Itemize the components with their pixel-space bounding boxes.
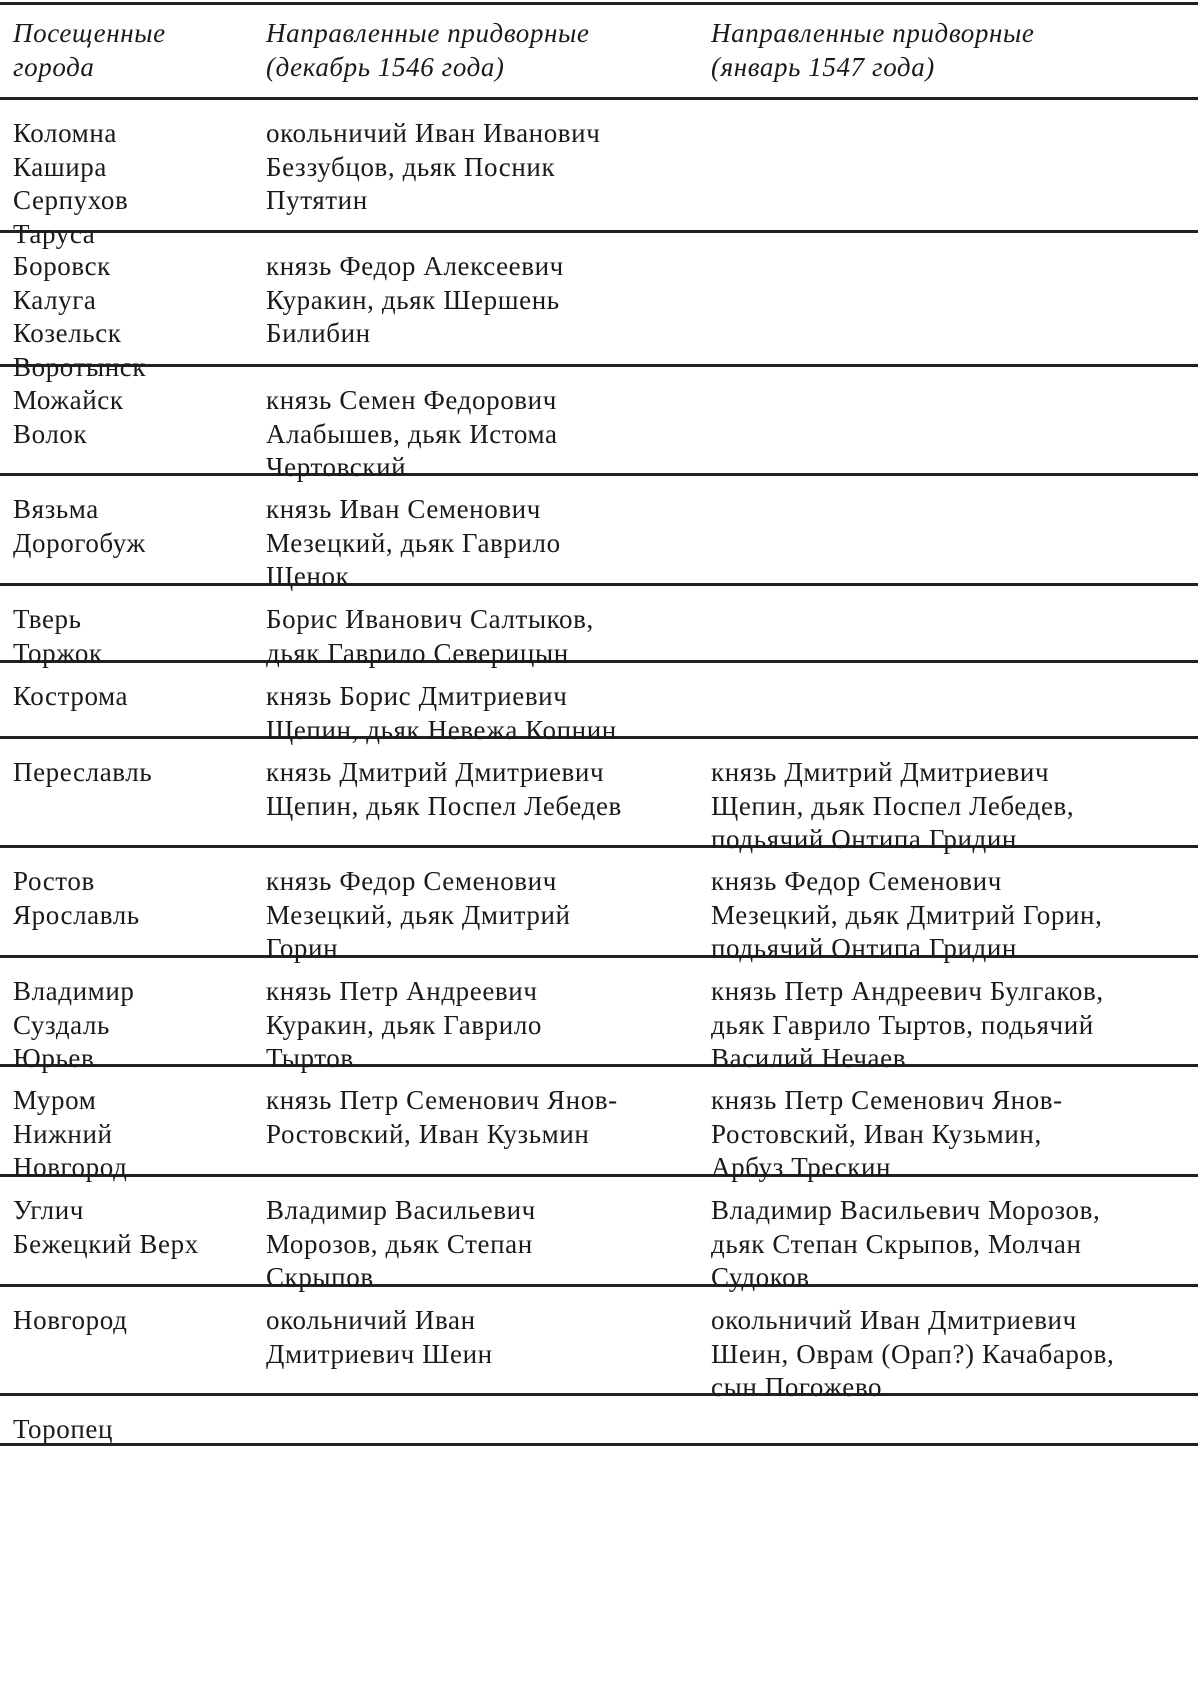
city-cell <box>0 1287 253 1338</box>
header-line: Направленные придворные <box>266 18 590 48</box>
dec1546-cell <box>253 663 698 747</box>
cell-line: князь Федор Семенович <box>266 866 557 896</box>
dec1546-cell <box>253 1287 698 1371</box>
cell-line: князь Дмитрий Дмитриевич <box>266 757 605 787</box>
dec1546-cell <box>253 233 698 351</box>
cell-line: Юрьев <box>13 1043 95 1073</box>
cell-line: князь Семен Федорович <box>266 385 557 415</box>
cell-line: князь Петр Семенович Янов- <box>266 1085 618 1115</box>
cell-line: Шеин, Оврам (Орап?) Качабаров, <box>711 1338 1115 1369</box>
cell-line: дьяк Степан Скрыпов, Молчан <box>711 1228 1082 1259</box>
cell-line: Вязьма <box>13 494 99 524</box>
jan1547-cell <box>698 1287 1198 1405</box>
table-row <box>0 739 1198 854</box>
cell-line: Воротынск <box>13 351 147 382</box>
cell-line: Боровск <box>13 251 111 281</box>
cell-line: Коломна <box>13 118 117 148</box>
cell-line: Калуга <box>13 284 97 315</box>
cell-line: Торжок <box>13 637 103 668</box>
table-row <box>0 476 1198 591</box>
city-cell <box>0 1067 253 1185</box>
cell-line: подьячий Онтипа Гридин <box>711 933 1017 963</box>
city-cell <box>0 233 253 384</box>
cell-line: Можайск <box>13 385 124 415</box>
city-cell <box>0 663 253 714</box>
cell-line: Волок <box>13 418 88 449</box>
city-cell <box>0 1177 253 1261</box>
table-row <box>0 1287 1198 1402</box>
cell-line: Бежецкий Верх <box>13 1228 199 1259</box>
city-cell <box>0 100 253 251</box>
table-row <box>0 663 1198 745</box>
cell-line: Куракин, дьяк Шершень <box>266 284 560 315</box>
table-row <box>0 100 1198 249</box>
header-line: города <box>13 51 95 82</box>
table-row <box>0 367 1198 482</box>
cell-line: Переславль <box>13 757 153 787</box>
cell-line: подьячий Онтипа Гридин <box>711 824 1017 854</box>
jan1547-cell <box>698 848 1198 966</box>
cell-line: Владимир <box>13 976 135 1006</box>
table-row <box>0 1177 1198 1292</box>
jan1547-cell <box>698 1396 1198 1413</box>
cell-line: Арбуз Трескин <box>711 1152 892 1182</box>
cell-line: Ростовский, Иван Кузьмин <box>266 1118 590 1149</box>
cell-line: Дорогобуж <box>13 527 146 558</box>
cell-line: князь Федор Алексеевич <box>266 251 564 281</box>
cell-line: Беззубцов, дьяк Посник <box>266 151 556 182</box>
cell-line: Муром <box>13 1085 97 1115</box>
cell-line: Щепин, дьяк Поспел Лебедев, <box>711 790 1075 821</box>
table-header <box>0 5 1198 97</box>
jan1547-cell <box>698 233 1198 250</box>
cell-line: окольничий Иван Дмитриевич <box>711 1305 1077 1335</box>
cell-line: окольничий Иван <box>266 1305 476 1335</box>
dec1546-cell <box>253 848 698 966</box>
cell-line: Путятин <box>266 185 368 215</box>
dec1546-cell <box>253 739 698 823</box>
cell-line: Ростов <box>13 866 95 896</box>
city-cell <box>0 476 253 560</box>
cell-line: Владимир Васильевич Морозов, <box>711 1195 1101 1225</box>
cell-line: Владимир Васильевич <box>266 1195 536 1225</box>
city-cell <box>0 739 253 790</box>
cell-line: Алабышев, дьяк Истома <box>266 418 558 449</box>
cell-line: князь Петр Андреевич Булгаков, <box>711 976 1104 1006</box>
cell-line: Скрыпов <box>266 1262 374 1292</box>
cell-line: Нижний <box>13 1118 113 1149</box>
header-line: Посещенные <box>13 18 166 48</box>
city-cell <box>0 367 253 451</box>
cell-line: сын Погожево <box>711 1372 883 1402</box>
jan1547-cell <box>698 1067 1198 1185</box>
cell-line: Щенок <box>266 561 350 591</box>
header-line: (январь 1547 года) <box>711 51 935 82</box>
cell-line: Серпухов <box>13 185 129 215</box>
table-row <box>0 958 1198 1073</box>
dec1546-cell <box>253 1067 698 1151</box>
cell-line: Куракин, дьяк Гаврило <box>266 1009 543 1040</box>
cell-line: Торопец <box>13 1414 114 1444</box>
cell-line: Чертовский <box>266 452 407 482</box>
cell-line: Новгород <box>13 1305 128 1335</box>
cell-line: Щепин, дьяк Поспел Лебедев <box>266 790 622 821</box>
cell-line: Билибин <box>266 318 371 348</box>
cell-line: Тыртов <box>266 1043 354 1073</box>
cell-line: князь Дмитрий Дмитриевич <box>711 757 1050 787</box>
header-line: (декабрь 1546 года) <box>266 51 505 82</box>
dec1546-cell <box>253 367 698 485</box>
cell-line: Судоков <box>711 1262 810 1292</box>
dec1546-cell <box>253 100 698 218</box>
cell-line: Суздаль <box>13 1009 110 1040</box>
city-cell <box>0 586 253 670</box>
table-row <box>0 586 1198 668</box>
cell-line: Ярославль <box>13 899 140 930</box>
header-dec1546 <box>253 17 698 84</box>
cell-line: князь Федор Семенович <box>711 866 1002 896</box>
table-row <box>0 1396 1198 1443</box>
dec1546-cell <box>253 1396 698 1413</box>
cell-line: князь Петр Андреевич <box>266 976 538 1006</box>
table-row <box>0 1067 1198 1182</box>
cell-line: князь Борис Дмитриевич <box>266 681 568 711</box>
city-cell <box>0 848 253 932</box>
cell-line: Тверь <box>13 604 82 634</box>
cell-line: князь Иван Семенович <box>266 494 541 524</box>
cell-line: Новгород <box>13 1152 128 1182</box>
table-body <box>0 100 1198 1446</box>
jan1547-cell <box>698 1177 1198 1295</box>
cell-line: Василий Нечаев <box>711 1043 907 1073</box>
cell-line: Дмитриевич Шеин <box>266 1338 493 1369</box>
dec1546-cell <box>253 586 698 670</box>
jan1547-cell <box>698 476 1198 493</box>
cell-line: Мезецкий, дьяк Гаврило <box>266 527 561 558</box>
jan1547-cell <box>698 367 1198 384</box>
cell-line: Кашира <box>13 151 107 182</box>
cell-line: Кострома <box>13 681 129 711</box>
dec1546-cell <box>253 958 698 1076</box>
table-row <box>0 848 1198 963</box>
jan1547-cell <box>698 739 1198 857</box>
header-jan1547 <box>698 17 1198 84</box>
cell-line: Щепин, дьяк Невежа Копнин <box>266 714 617 745</box>
cell-line: Ростовский, Иван Кузьмин, <box>711 1118 1042 1149</box>
jan1547-cell <box>698 586 1198 603</box>
jan1547-cell <box>698 958 1198 1076</box>
city-cell <box>0 958 253 1076</box>
cell-line: Морозов, дьяк Степан <box>266 1228 533 1259</box>
cell-line: Козельск <box>13 318 122 348</box>
cell-line: Мезецкий, дьяк Дмитрий Горин, <box>711 899 1103 930</box>
cell-line: дьяк Гаврило Северицын <box>266 637 569 668</box>
dec1546-cell <box>253 476 698 594</box>
jan1547-cell <box>698 663 1198 680</box>
cell-line: дьяк Гаврило Тыртов, подьячий <box>711 1009 1094 1040</box>
city-cell <box>0 1396 253 1447</box>
table-row <box>0 233 1198 382</box>
header-line: Направленные придворные <box>711 18 1035 48</box>
cell-line: Борис Иванович Салтыков, <box>266 604 594 634</box>
cell-line: Таруса <box>13 218 96 249</box>
header-cities <box>0 17 253 84</box>
cell-line: князь Петр Семенович Янов- <box>711 1085 1063 1115</box>
cell-line: окольничий Иван Иванович <box>266 118 601 148</box>
cell-line: Горин <box>266 933 339 963</box>
jan1547-cell <box>698 100 1198 117</box>
dec1546-cell <box>253 1177 698 1295</box>
cell-line: Углич <box>13 1195 84 1225</box>
cell-line: Мезецкий, дьяк Дмитрий <box>266 899 571 930</box>
